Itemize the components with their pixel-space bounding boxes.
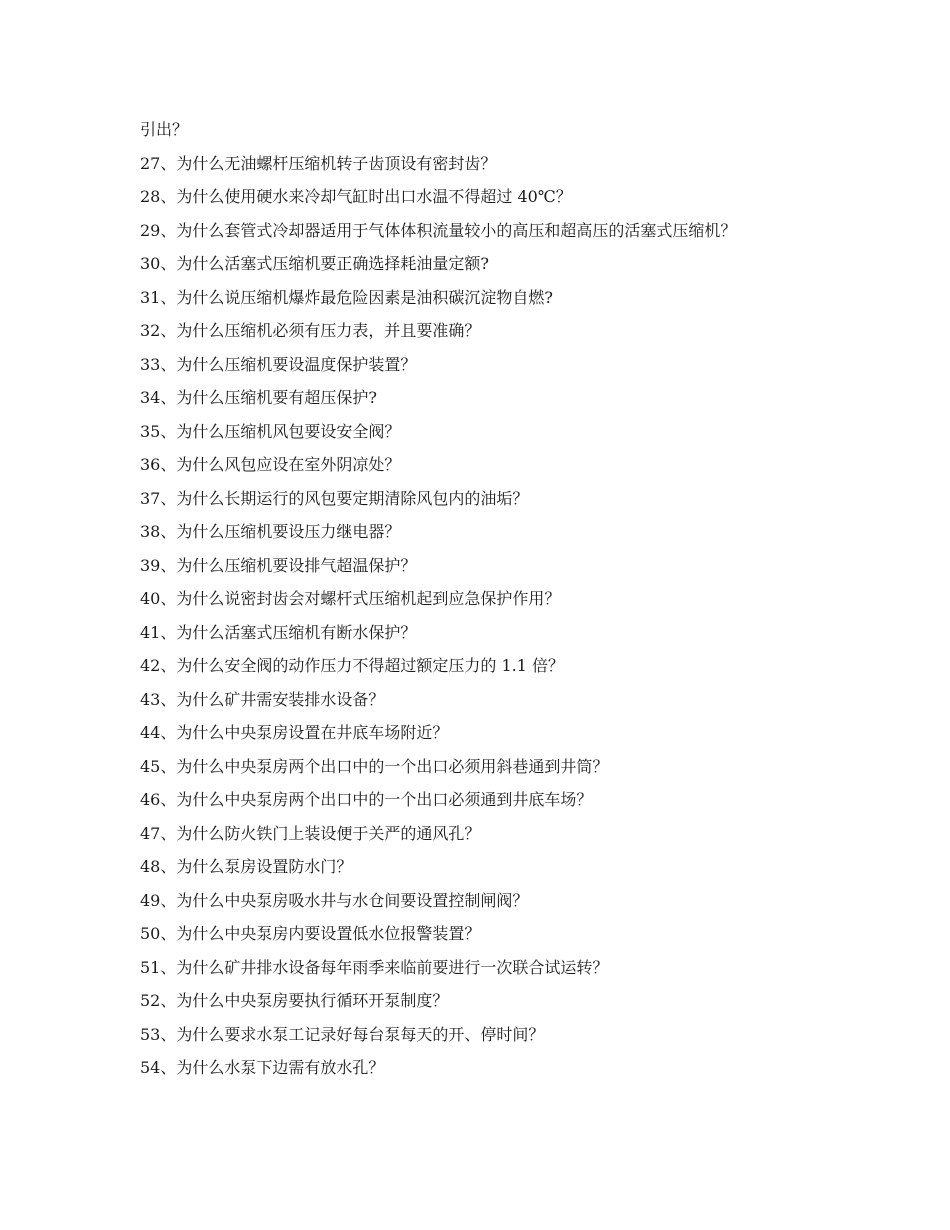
text-line: 51、为什么矿井排水设备每年雨季来临前要进行一次联合试运转？ — [140, 957, 609, 977]
text-line: 37、为什么长期运行的风包要定期清除风包内的油垢？ — [140, 488, 529, 508]
text-line: 32、为什么压缩机必须有压力表，并且要准确？ — [140, 321, 481, 340]
text-line: 引出？ — [140, 120, 189, 139]
text-line: 41、为什么活塞式压缩机有断水保护？ — [140, 622, 417, 642]
text-line: 43、为什么矿井需安装排水设备？ — [140, 689, 385, 709]
text-line: 50、为什么中央泵房内要设置低水位报警装置？ — [140, 924, 481, 943]
text-line: 46、为什么中央泵房两个出口中的一个出口必须通到井底车场？ — [140, 790, 593, 809]
text-line: 40、为什么说密封齿会对螺杆式压缩机起到应急保护作用？ — [140, 589, 561, 608]
text-line: 47、为什么防火铁门上装设便于关严的通风孔？ — [140, 823, 481, 843]
text-line: 42、为什么安全阀的动作压力不得超过额定压力的 1.1 倍？ — [140, 656, 564, 675]
text-line: 34、为什么压缩机要有超压保护? — [140, 388, 377, 407]
text-line: 30、为什么活塞式压缩机要正确选择耗油量定额? — [140, 254, 489, 273]
text-line: 35、为什么压缩机风包要设安全阀？ — [140, 421, 401, 441]
text-line: 28、为什么使用硬水来冷却气缸时出口水温不得超过 40℃？ — [140, 187, 572, 206]
text-line: 52、为什么中央泵房要执行循环开泵制度？ — [140, 991, 449, 1010]
text-line: 39、为什么压缩机要设排气超温保护？ — [140, 555, 417, 575]
text-line: 45、为什么中央泵房两个出口中的一个出口必须用斜巷通到井筒？ — [140, 756, 609, 776]
text-line: 29、为什么套管式冷却器适用于气体体积流量较小的高压和超高压的活塞式压缩机？ — [140, 220, 737, 240]
text-line: 27、为什么无油螺杆压缩机转子齿顶设有密封齿？ — [140, 153, 497, 173]
text-line: 54、为什么水泵下边需有放水孔？ — [140, 1058, 385, 1077]
text-line: 31、为什么说压缩机爆炸最危险因素是油积碳沉淀物自燃? — [140, 287, 553, 307]
text-line: 53、为什么要求水泵工记录好每台泵每天的开、停时间？ — [140, 1024, 545, 1044]
question-list — [140, 118, 900, 1090]
text-line: 33、为什么压缩机要设温度保护装置？ — [140, 354, 417, 374]
text-line: 36、为什么风包应设在室外阴凉处？ — [140, 455, 401, 474]
text-line: 48、为什么泵房设置防水门？ — [140, 857, 353, 876]
text-line: 38、为什么压缩机要设压力继电器？ — [140, 522, 401, 541]
text-line: 49、为什么中央泵房吸水井与水仓间要设置控制闸阀？ — [140, 890, 529, 910]
text-line: 44、为什么中央泵房设置在井底车场附近？ — [140, 723, 449, 742]
